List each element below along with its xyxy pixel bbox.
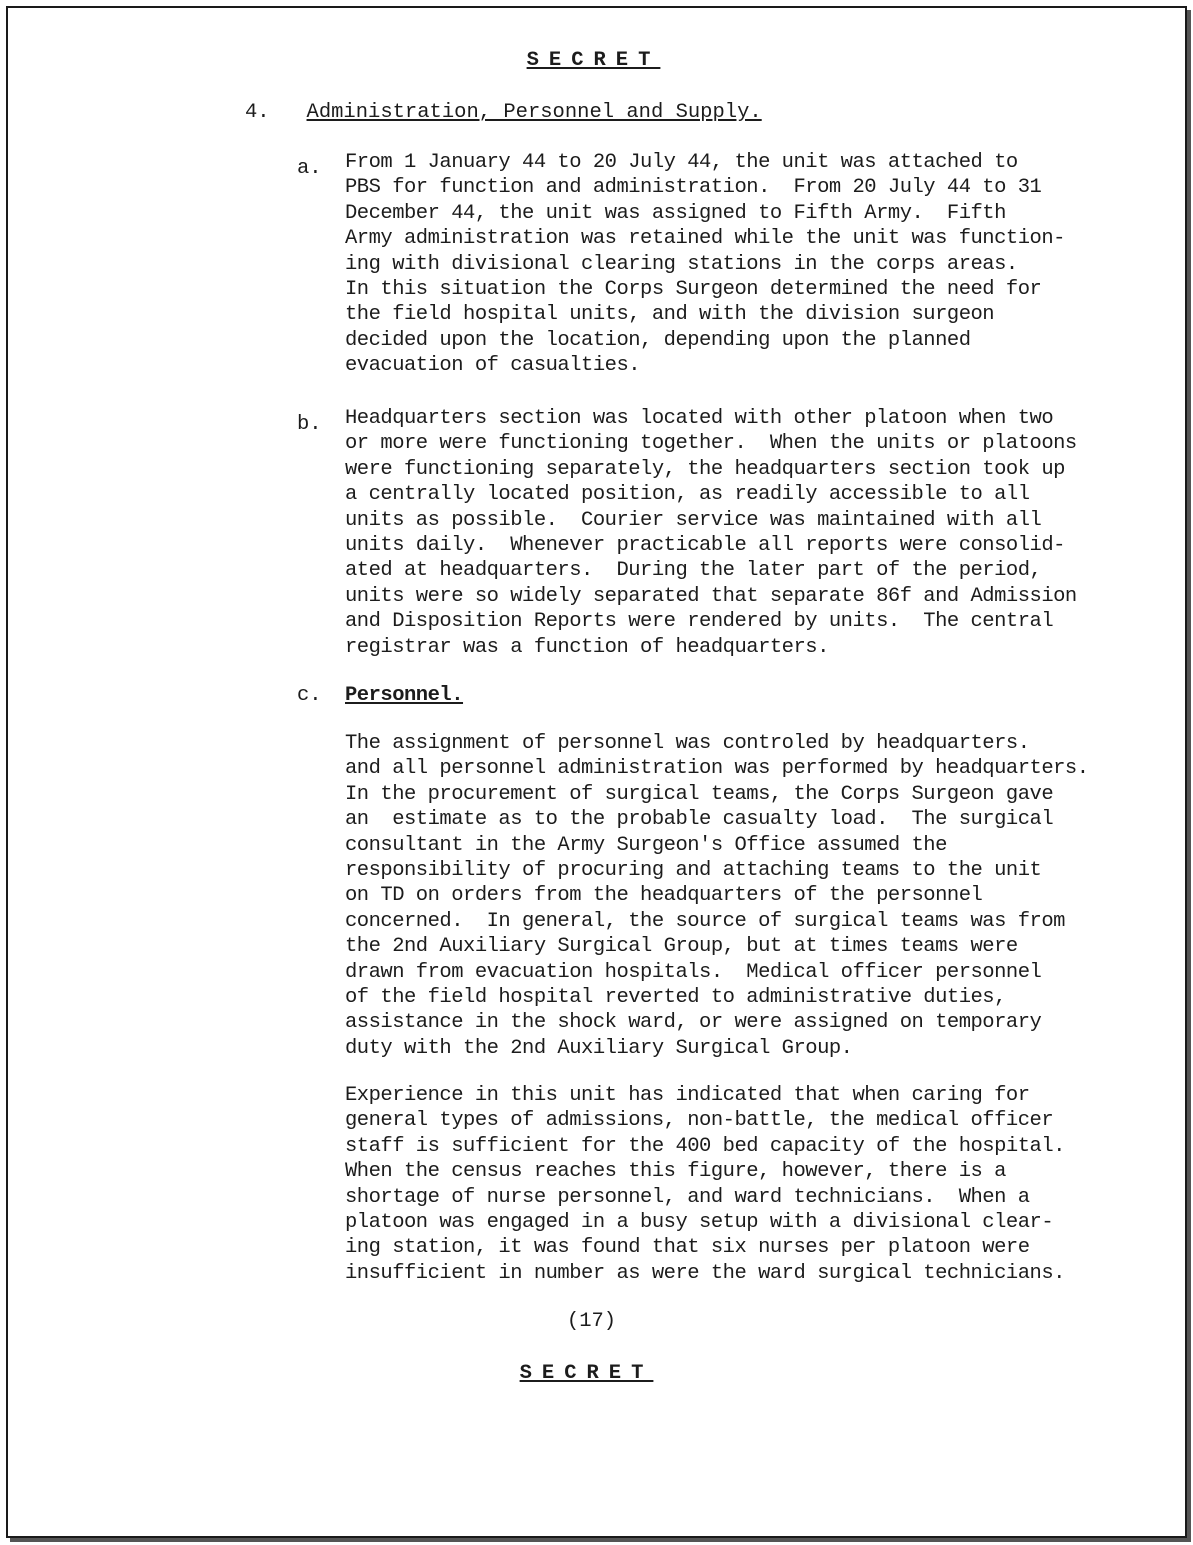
paragraph-line: general types of admissions, non-battle, the medical officer [345, 1109, 1054, 1133]
paragraph-line: and Disposition Reports were rendered by units. The central [345, 610, 1054, 634]
paragraph-line: PBS for function and administration. From 20 July 44 to 31 [345, 176, 1042, 200]
paragraph-b-label: b. [297, 413, 322, 436]
paragraph-line: The assignment of personnel was controled by headquarters. [345, 732, 1030, 755]
paragraph-line: assistance in the shock ward, or were assigned on temporary [345, 1011, 1042, 1035]
paragraph-line: Army administration was retained while the unit was function- [345, 227, 1065, 251]
paragraph-line: units as possible. Courier service was maintained with all [345, 508, 1042, 532]
paragraph-line: evacuation of casualties. [345, 354, 641, 378]
header-classification [0, 48, 1190, 74]
paragraph-line: Headquarters section was located with other platoon when two [345, 407, 1054, 430]
paragraph-line: Experience in this unit has indicated that when caring for [345, 1084, 1030, 1107]
paragraph-line: ing with divisional clearing stations in the corps areas. [345, 252, 1018, 276]
section-title: Administration, Personnel and Supply. [306, 101, 762, 124]
paragraph-line: insufficient in number as were the ward surgical technicians. [345, 1261, 1065, 1285]
paragraph-line: shortage of nurse personnel, and ward technicians. When a [345, 1185, 1030, 1209]
section-heading [245, 100, 762, 126]
personnel-subheading: Personnel. [345, 684, 464, 707]
paragraph-line: of the field hospital reverted to administrative duties, [345, 986, 1006, 1010]
paragraph-c-heading [345, 683, 1135, 708]
paragraph-line: In the procurement of surgical teams, the Corps Surgeon gave [345, 782, 1054, 806]
paragraph-line: and all personnel administration was performed by headquarters. [345, 757, 1089, 781]
paragraph-line: staff is sufficient for the 400 bed capacity of the hospital. [345, 1134, 1065, 1158]
paragraph-line: the 2nd Auxiliary Surgical Group, but at times teams were [345, 935, 1018, 959]
paragraph-line: duty with the 2nd Auxiliary Surgical Group. [345, 1036, 853, 1060]
paragraph-line: decided upon the location, depending upon the planned [345, 328, 971, 352]
paragraph-line: concerned. In general, the source of surgical teams was from [345, 909, 1065, 933]
paragraph-line: units were so widely separated that separate 86f and Admission [345, 584, 1077, 608]
paragraph-a [345, 150, 1135, 379]
paragraph-line: In this situation the Corps Surgeon determined the need for [345, 278, 1042, 302]
paragraph-line: responsibility of procuring and attaching teams to the unit [345, 859, 1042, 883]
paragraph-line: an estimate as to the probable casualty load. The surgical [345, 808, 1054, 832]
paragraph-line: drawn from evacuation hospitals. Medical officer personnel [345, 960, 1042, 984]
paragraph-line: ated at headquarters. During the later part of the period, [345, 559, 1042, 583]
paragraph-line: the field hospital units, and with the division surgeon [345, 303, 995, 327]
paragraph-line: When the census reaches this figure, however, there is a [345, 1160, 1006, 1184]
page-number: (17) [566, 1310, 617, 1333]
classification-mark: SECRET [526, 49, 661, 72]
paragraph-line: on TD on orders from the headquarters of the personnel [345, 884, 983, 908]
paragraph-line: or more were functioning together. When the units or platoons [345, 432, 1077, 456]
paragraph-line: registrar was a function of headquarters. [345, 635, 829, 659]
section-number: 4. [245, 101, 270, 124]
paragraph-line: a centrally located position, as readily accessible to all [345, 483, 1030, 507]
paragraph-b [345, 406, 1135, 660]
paragraph-a-label: a. [297, 157, 322, 180]
paragraph-line: ing station, it was found that six nurses per platoon were [345, 1236, 1030, 1260]
paragraph-line: units daily. Whenever practicable all reports were consolid- [345, 534, 1065, 558]
paragraph-c-body-1 [345, 731, 1135, 1061]
classification-mark: SECRET [519, 1362, 654, 1385]
paragraph-line: December 44, the unit was assigned to Fifth Army. Fifth [345, 201, 1006, 225]
paragraph-c-body-2 [345, 1083, 1135, 1286]
paragraph-line: platoon was engaged in a busy setup with a divisional clear- [345, 1211, 1054, 1235]
paragraph-c-label: c. [297, 684, 322, 707]
footer-classification [0, 1361, 1183, 1387]
paragraph-line: were functioning separately, the headquarters section took up [345, 457, 1065, 481]
paragraph-line: From 1 January 44 to 20 July 44, the unit was attached to [345, 151, 1018, 174]
paragraph-line: consultant in the Army Surgeon's Office assumed the [345, 833, 947, 857]
